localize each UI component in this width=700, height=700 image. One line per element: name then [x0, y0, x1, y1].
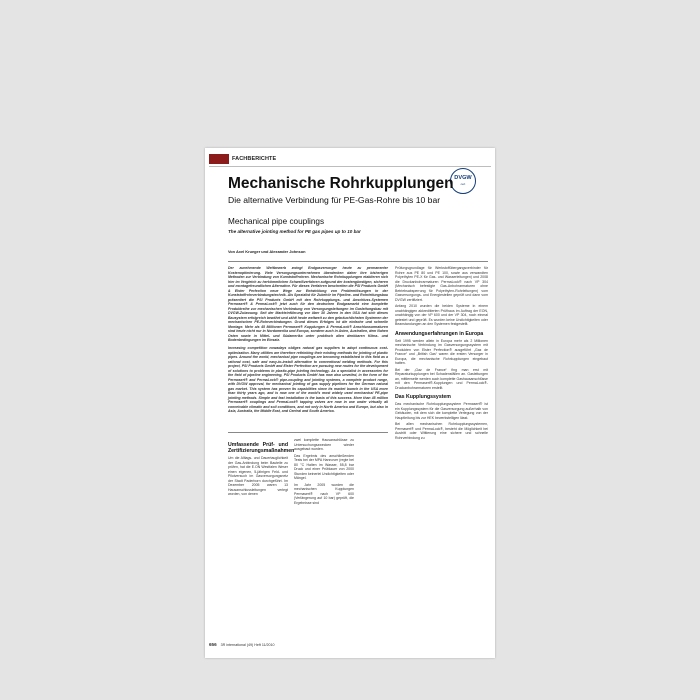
section-header: [209, 154, 276, 164]
journal-reference: 3R international (49) Heft 11/2010: [220, 643, 275, 647]
column-3-paragraph-6: Bei allen mechanischen Rohrkupplungssystemen, Permasert® und PermaLock®, besteht die Möglichkeit bei Austritt oder Wittierung eine sichere und schnelle Rohrverbindung zu: [395, 422, 488, 440]
column-2: [294, 438, 354, 507]
article-title: Mechanische Rohrkupplungen: [228, 175, 454, 192]
article-page: [205, 148, 495, 658]
column-3: [395, 266, 488, 442]
article-subtitle: Die alternative Verbindung für PE-Gas-Rohre bis 10 bar: [228, 195, 441, 205]
abstract-english: Increasing competition nowadays obliges natural gas suppliers to adopt continuous cost-optimization. Many utilities are therefore rethinking their existing methods for jointing of plastic pipes. Around the world, mechanical pipe couplings are becoming established in this field as a rational cost, safe and easy-to-install alternative to conventional welding methods. For this project, PSI Products GmbH and Elster Perfection are pursuing new routes for the development of solutions to problems in plastic-pipe jointing technology. As a specialist in accessories for the field of pipeline engineering, PSI Products GmbH has now also unveiled, in the form of the Permasert® and PermaLock® pipe-coupling and jointing systems, a complete product range, with DVGW approval, for mechanical jointing of gas supply pipelines for the German natural gas market. This system has proven its capabilities since its market launch in the USA more than thirty years ago, and is now one of the world's most widely used mechanical PE-pipe jointing methods. Simple and fast installation is the basis of this success. More than 45 million Permasert® couplings and PermaLock® tapping valves are now in use under virtually all conceivable climatic and soil conditions, and not only in North America and Europe, but also in Asia, Australia, the Middle East, and Central and South America.: [228, 346, 388, 413]
column-1: [228, 438, 295, 499]
column-3-heading-2: Das Kupplungssystem: [395, 394, 451, 400]
authors: Von Axel Krueger und Alexander Johnson: [228, 249, 306, 254]
column-1-heading: Umfassende Prüf- und Zertifizierungsmaßnahmen: [228, 442, 295, 454]
column-2-paragraph-3: Im Jahr 2005 wurden die mechanischen Kupplungen Permasert® nach VP 600 (Verlängerung auf 10 bar) geprüft, die Ergebnisse sind: [294, 482, 354, 505]
column-3-paragraph-1: Prüfungsgrundlage für Werkstoffübergangsverbinder für Rohre aus PE 80 und PE 100, sowie aus verwandten Polyethylen PE-X für Gas- und Wasserleitungen) und 2008 die Druckanbohrarmaturen PermaLock® nach VP 304 (Mechanisch befestigte Gas-Anbohrarmaturen ohne Betriebsabsperrung für Polyethylen-Rohrleitungen) vom Gasversorgungs- und Energiestellen geprüft und dann vom DVGW zertifiziert.: [395, 266, 488, 302]
english-subtitle: The alternative jointing method for PE gas pipes up to 10 bar: [228, 229, 361, 234]
column-2-paragraph-1: zwei komplette Hausanschlüsse zu Untersuchungszwecken wieder ausgebaut wurden.: [294, 438, 354, 451]
abstract-german: Der zunehmende Wettbewerb zwingt Endgasversorger heute zu permanenter Kostenoptimierung. Viele Versorgungsunternehmen überdenken daher ihre bisherigen Methoden zur Verbindung von Kunststoffrohren. Mechanische Rohrkupplungen etablieren sich hier im Vergleich zu herkömmlichen Schweißverfahren aufgrund der kostengünstigen, sicheren und montagefreundlichen Alternative. Für dieses Verfahren beschreiten die PSI Products GmbH & Elster Perfection neue Wege zur Entwicklung von Problemlösungen in der Kunststoffrohrverbindungstechnik. Als Spezialist für Zubehör im Pipeline- und Rohrleitungsbau präsentiert die PSI Products GmbH mit den Rohrkupplungs- und Anschluss-Systemen Permasert® & PermaLock® jetzt auch für den deutschen Endgasmarkt eine komplette Produktreihe zur mechanischen Verbindung von Versorgungsleitungen im Gasleitungsbau mit DVGW-Zulassung. Seit der Markteinführung vor über 30 Jahren in den USA hat sich dieses Bausystem erfolgreich bewährt und zählt heute weltweit zu den gebräuchlichsten Systemen der mechanischen PE-Rohrverbindungen. Grund dieses Erfolges ist die einfache und schnelle Montage. Mehr als 45 Millionen Permasert® Kupplungen & PermaLock® Anschlussarmaturen sind heute nicht nur in Nordamerika und Europa, sondern auch in Asien, Australien, dem Nahen Osten sowie in Mittel- und Südamerika unter praktisch allen denkbaren Klima- und Bodenbedingungen im Einsatz.: [228, 266, 388, 342]
column-1-paragraph: Um die Alltags- und Dauertauglichkeit der Gas-Anbindung beim Bauteile zu prüfen, hat die E.ON Westfalen Weser einen eigenen, 5-jährigen Feld- und Pilotversuch im Gasversorgungsnetz der Stadt Paderborn durchgeführt. Im Dezember 2005 waren 13 Hausanschlussleitungen verlegt worden, von denen: [228, 456, 288, 496]
column-3-paragraph-2: Anfang 2010 wurden die beiden Systeme in einem unabhängigen akkreditierten Prüfhaus im Auftrag der EON, unabhängig von der VP 600 und der VP 304, noch einmal getestet und geprüft. Es wurden keine Undichtigkeiten oder Beanstandungen an den Systemen festgestellt.: [395, 304, 488, 326]
page-footer: [209, 642, 275, 647]
header-rule: [228, 261, 488, 262]
section-marker: [209, 154, 229, 164]
section-divider: [209, 166, 491, 167]
page-number: 656: [209, 642, 217, 647]
section-label: FACHBERICHTE: [232, 156, 277, 162]
dvgw-logo-subtext: cert: [460, 181, 466, 186]
dvgw-logo-text: DVGW: [454, 175, 472, 182]
column-2-paragraph-2: Das Ergebnis des anschließenden Tests bei der MPA Hannover (regte bei 80 °C Halten im Wasser, 55,8 bar Druck und einer Prüfdauer von 2000 Stunden keinerlei Undichtigkeiten oder Mängel.: [294, 453, 354, 480]
dvgw-logo: [450, 168, 476, 194]
abstract-rule: [228, 432, 388, 433]
column-3-paragraph-3: Seit 1995 werden allein in Europa mehr als 2 Millionen mechanische Verbindung im Gasversorgungssystem mit Produkten von Elster Perfection® ausgeführt „Gaz de France“ und „British Gas“ waren die ersten Versorger in Europa, die mechanische Rohrkupplungen eingebaut hatten.: [395, 338, 488, 365]
column-3-paragraph-5: Das mechanische Rohrkupplungssystem Permasert® ist ein Kupplungssystem für die Gasversorgung außerhalb von Gebäuden, mit dem sich die komplette Verlegung von der Hauptleitung bis zur HEK bewerkstelligen lässt.: [395, 402, 488, 420]
english-title: Mechanical pipe couplings: [228, 217, 325, 226]
column-3-paragraph-4: Bei der „Gaz de France“ fing man erst mit Reparaturkupplungen bei Schadensfällen an. Gasleitungen an, mittlerweile werden auch komplette Gashausanschlüsse mit den Permasert®-Kupplungen und PermaLock®-Druckanbohrarmaturen erstellt.: [395, 367, 488, 390]
column-3-heading-1: Anwendungserfahrungen in Europa: [395, 330, 484, 337]
